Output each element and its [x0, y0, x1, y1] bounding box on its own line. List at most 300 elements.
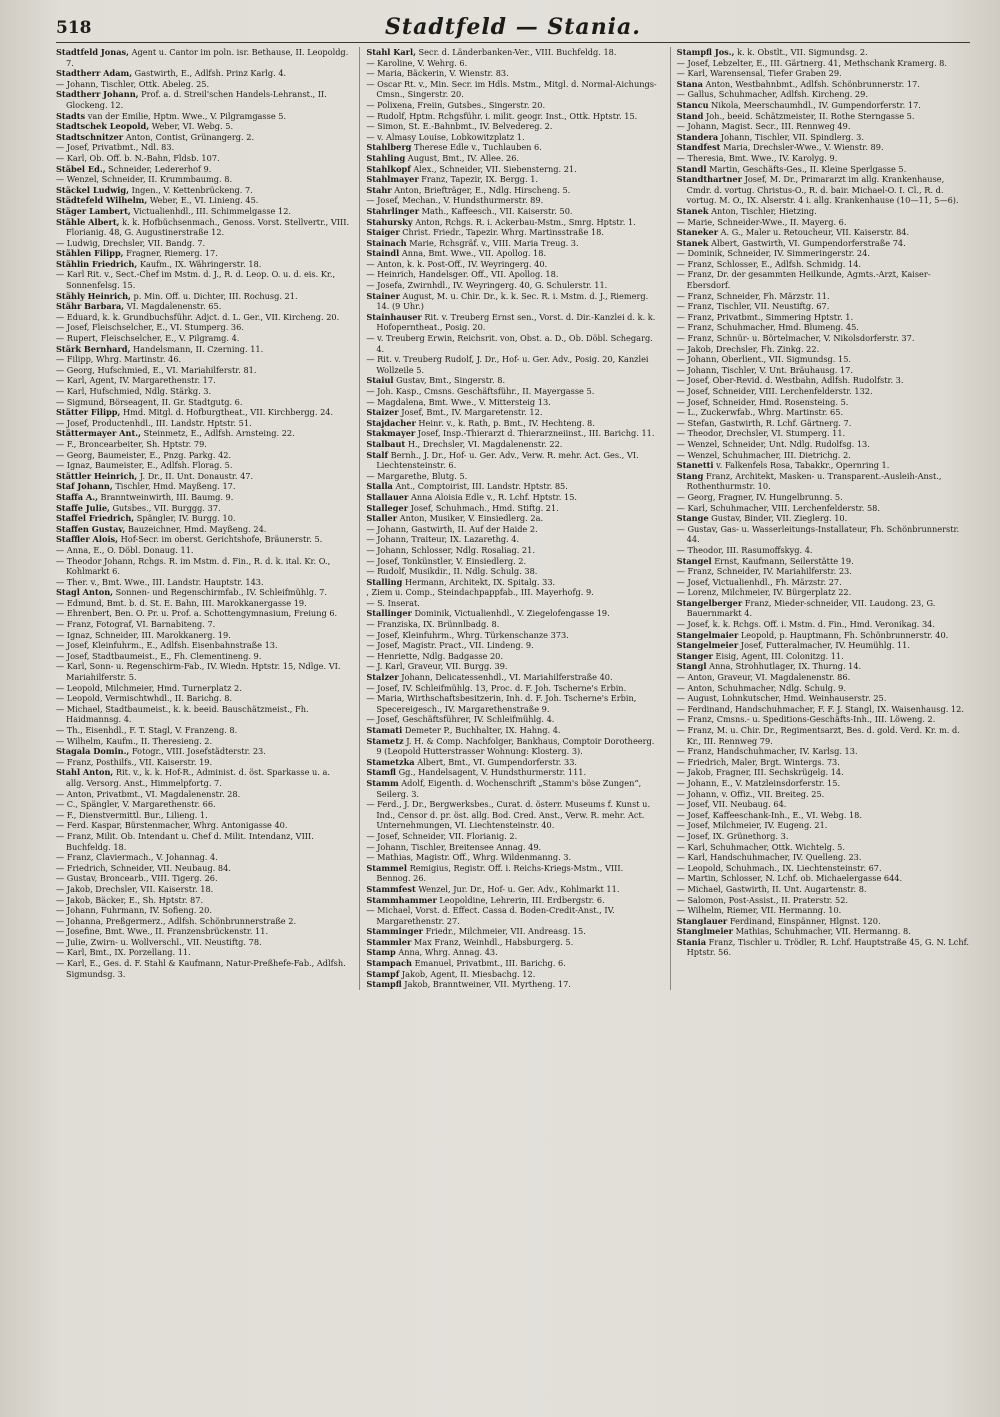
entry-details: — Josef, Mechan., V. Hundsthurmerstr. 89.: [366, 195, 544, 206]
directory-entry: [56, 259, 349, 270]
entry-details: Tischler, Hmd. Mayßeng. 17.: [115, 481, 236, 492]
entry-details: — Josef, Schneider, VIII. Lerchenfelderstr. 132.: [676, 386, 873, 396]
entry-details: — Ferd., J. Dr., Bergwerksbes., Curat. d. österr. Museums f. Kunst u. Ind., Censor d. pr. öst. allg. Bod. Cred. Anst., Verw. R. mehr. Act. Unternehmungen, VI. Liechtensteinstr. 40.: [366, 799, 651, 831]
entry-details: — Josefa, Zwirnhdl., IV. Weyringerg. 40, G. Schulerstr. 11.: [366, 280, 608, 291]
entry-details: Mathias, Schuhmacher, VII. Hermanng. 8.: [735, 926, 911, 937]
entry-details: — Franz, Schneider, Fh. Märzstr. 11.: [676, 290, 830, 301]
entry-surname: Stalla: [366, 481, 393, 492]
entry-details: — Anton, k. k. Post-Off., IV. Weyringerg. 40.: [366, 258, 548, 269]
entry-details: Jakob, Branntweiner, VII. Myrtheng. 17.: [404, 979, 571, 990]
directory-entry: [677, 397, 970, 408]
entry-details: — Filipp, Whrg. Martinstr. 46.: [56, 354, 182, 365]
directory-entry: [56, 789, 349, 800]
entry-details: Heinr. v., k. Rath, p. Bmt., IV. Hechteng. 8.: [418, 417, 595, 428]
entry-details: — Josef, Victualienhdl., Fh. Märzstr. 27.: [676, 576, 842, 587]
entry-details: Adolf, Eigenth. d. Wochenschrift „Stamm's böse Zungen“, Seilerg. 3.: [376, 777, 642, 799]
directory-entry: [56, 916, 349, 927]
directory-entry: [56, 164, 349, 175]
entry-surname: Stalleger: [366, 502, 409, 513]
entry-details: Branntweinwirth, III. Baumg. 9.: [100, 491, 234, 502]
directory-entry: [56, 577, 349, 588]
entry-details: — Rupert, Fleischselcher, E., V. Pilgramg. 4.: [56, 333, 240, 344]
entry-surname: Stäckel Ludwig,: [56, 184, 129, 195]
entry-surname: Stania: [676, 936, 707, 947]
entry-details: — Franz, Tischler, VII. Neustiftg. 67.: [676, 301, 830, 312]
directory-entry: [56, 873, 349, 884]
directory-entry: [677, 375, 970, 386]
directory-entry: [677, 577, 970, 588]
entry-details: — Rudolf, Hptm. Rchgsführ. i. milit. geogr. Inst., Ottk. Hptstr. 15.: [366, 110, 638, 121]
entry-details: Remigius, Registr. Off. i. Reichs-Kriegs-Mstm., VIII. Bennog. 26.: [376, 862, 624, 884]
entry-details: — Wenzel, Schneider, II. Krummbaumg. 8.: [56, 174, 233, 185]
directory-entry: [677, 354, 970, 365]
directory-entry: [366, 153, 659, 164]
entry-details: Rit. v., k. k. Hof-R., Administ. d. öst. Sparkasse u. a. allg. Versorg. Anst., Himmelpfortg. 7.: [66, 767, 330, 788]
directory-entry: [677, 312, 970, 323]
entry-details: — F., Dienstvermittl. Bur., Lilieng. 1.: [56, 809, 208, 820]
entry-surname: Stählen Filipp,: [56, 248, 124, 259]
entry-surname: Stahlmayer: [366, 174, 419, 185]
entry-details: — Maria, Wirthschaftsbesitzerin, Inh. d. F. Joh. Tscherne's Erbin, Specereigesch., IV. Margarethenstraße 9.: [366, 693, 637, 714]
directory-entry: [677, 164, 970, 175]
entry-details: — Leopold, Milchmeier, Hmd. Turnerplatz 2.: [56, 682, 242, 693]
entry-details: — Jakob, Drechsler, Fh. Zinkg. 22.: [676, 343, 820, 354]
entry-details: — Wilhelm, Riemer, VII. Hermanng. 10.: [676, 905, 842, 916]
entry-details: — Dominik, Schneider, IV. Simmeringerstr. 24.: [676, 248, 870, 259]
entry-details: Emanuel, Privatbmt., III. Barichg. 6.: [414, 958, 566, 969]
entry-surname: Stäbel Ed.,: [56, 163, 106, 174]
entry-surname: Stangl: [676, 661, 707, 672]
directory-entry: [56, 545, 349, 556]
entry-details: — Sigmund, Börseagent, II. Gr. Stadtgutg. 6.: [56, 396, 243, 407]
entry-details: — Franziska, IX. Brünnlbadg. 8.: [366, 619, 500, 630]
directory-entry: [56, 895, 349, 906]
directory-entry: [56, 661, 349, 682]
entry-details: Josef, M. Dr., Primararzt im allg. Krankenhause, Cmdr. d. vortug. Christus-O., R. d. bair. Michael-O. I. Cl., R. d. vortug. M. O., IX. Alserstr. 4 i. allg. Krankenhause (10—11, 5—6).: [686, 174, 959, 206]
entry-details: Josef, Insp.-Thierarzt d. Thierarzneiinst., III. Barichg. 11.: [417, 428, 655, 439]
directory-entry: [677, 545, 970, 556]
entry-surname: Stagala Domin.,: [56, 746, 130, 757]
entry-details: — Johann, E., V. Matzleinsdorferstr. 15.: [676, 777, 841, 788]
directory-entry: [56, 799, 349, 810]
directory-entry: [366, 418, 659, 429]
entry-details: — Wenzel, Schuhmacher, III. Dietrichg. 2.: [676, 449, 851, 460]
directory-entry: [366, 68, 659, 79]
entry-surname: Standl: [676, 163, 707, 174]
entry-details: Josef, Futteralmacher, IV. Heumühlg. 11.: [740, 640, 910, 651]
directory-entry: [56, 301, 349, 312]
directory-entry: [366, 852, 659, 863]
entry-details: — Josef, IX. Grünethorg. 3.: [676, 830, 789, 841]
entry-details: Therese Edle v., Tuchlauben 6.: [413, 142, 542, 153]
directory-entry: [56, 534, 349, 545]
directory-entry: [56, 132, 349, 143]
entry-details: — Anton, Privatbmt., VI. Magdalenenstr. 28.: [56, 788, 241, 799]
directory-entry: [677, 174, 970, 206]
directory-entry: [366, 354, 659, 375]
entry-surname: Stametzka: [366, 756, 415, 767]
page-header: [56, 14, 970, 43]
entry-details: — Josef, Kleinfuhrm., E., Adlfsh. Eisenbahnstraße 13.: [56, 640, 278, 651]
directory-entry: [366, 407, 659, 418]
entry-details: — Johanna, Preßgermerz., Adlfsh. Schönbrunnerstraße 2.: [56, 915, 297, 926]
entry-details: — Heinrich, Handelsger. Off., VII. Apollog. 18.: [366, 269, 559, 280]
directory-entry: [677, 206, 970, 217]
entry-details: — Michael, Gastwirth, II. Unt. Augartenstr. 8.: [676, 883, 867, 894]
directory-entry: [366, 471, 659, 482]
directory-entry: [366, 100, 659, 111]
entry-details: — Franz, Fotograf, VI. Barnabiteng. 7.: [56, 619, 216, 630]
directory-entry: [56, 291, 349, 302]
directory-entry: [366, 259, 659, 270]
entry-details: — Josef, Magistr. Pract., VII. Lindeng. 9.: [366, 640, 534, 651]
directory-entry: [677, 132, 970, 143]
entry-details: Prof. a. d. Streil'schen Handels-Lehranst., II. Glockeng. 12.: [66, 89, 327, 110]
directory-entry: [366, 238, 659, 249]
entry-details: — Michael, Vorst. d. Effect. Cassa d. Boden-Credit-Anst., IV. Margarethenstr. 27.: [366, 905, 615, 926]
directory-entry: [366, 619, 659, 630]
entry-details: Martin, Geschäfts-Ges., II. Kleine Sperlgasse 5.: [709, 163, 907, 174]
entry-details: — Karl, E., Ges. d. F. Stahl & Kaufmann, Natur-Preßhefe-Fab., Adlfsh. Sigmundsg. 3.: [56, 958, 346, 979]
directory-entry: [677, 407, 970, 418]
entry-details: — Karl Rit. v., Sect.-Chef im Mstm. d. J., R. d. Leop. O. u. d. eis. Kr., Sonnenfelsg. 15.: [56, 269, 336, 291]
entry-details: — Anton, Graveur, VI. Magdalenenstr. 86.: [676, 672, 851, 683]
directory-entry: [677, 746, 970, 757]
entry-details: — Leopold, Vermischtwhdl., II. Barichg. 8.: [56, 693, 233, 704]
directory-entry: [56, 820, 349, 831]
entry-details: — Michael, Stadtbaumeist., k. k. beeid. Bauschätzmeist., Fh. Haidmannsg. 4.: [56, 703, 309, 725]
directory-entry: [56, 619, 349, 630]
directory-entry: [677, 873, 970, 884]
directory-entry: [677, 884, 970, 895]
entry-details: — Josef, Fleischselcher, E., VI. Stumperg. 36.: [56, 322, 244, 333]
entry-details: Kaufm., IX. Währingerstr. 18.: [139, 258, 262, 269]
directory-entry: [56, 884, 349, 895]
entry-details: — Josef, Geschäftsführer, IV. Schleifmühlg. 4.: [366, 714, 555, 725]
entry-details: — Karl, Ob. Off. b. N.-Bahn, Fldsb. 107.: [56, 152, 220, 163]
directory-column-1: [56, 47, 349, 990]
directory-entry: [56, 947, 349, 958]
entry-surname: Stagl Anton,: [56, 587, 114, 598]
entry-details: H., Drechsler, VI. Magdalenenstr. 22.: [407, 438, 563, 449]
directory-entry: [366, 142, 659, 153]
entry-surname: Stanetti: [676, 460, 714, 471]
directory-entry: [677, 503, 970, 514]
entry-details: — Margarethe, Blutg. 5.: [366, 470, 468, 481]
directory-entry: [366, 174, 659, 185]
entry-surname: Staffel Friedrich,: [56, 513, 135, 524]
entry-details: — Rit. v. Treuberg Rudolf, J. Dr., Hof- u. Ger. Adv., Posig. 20, Kanzlei Wollzeile 5.: [366, 354, 649, 375]
directory-entry: [677, 619, 970, 630]
entry-details: — Julie, Zwirn- u. Wollverschl., VII. Neustiftg. 78.: [56, 936, 262, 947]
entry-surname: Standfest: [676, 142, 721, 153]
directory-entry: [677, 291, 970, 302]
entry-surname: Stangelmaier: [676, 629, 739, 640]
entry-details: — Franz, Schneider, IV. Mariahilferstr. 23.: [676, 566, 852, 577]
directory-entry: [366, 661, 659, 672]
entry-details: Spängler, IV. Burgg. 10.: [136, 513, 236, 524]
directory-entry: [56, 767, 349, 788]
entry-details: — J. Karl, Graveur, VII. Burgg. 39.: [366, 661, 508, 672]
directory-entry: [56, 174, 349, 185]
directory-column-2: [359, 47, 659, 990]
entry-details: Anton, Musiker, V. Einsiedlerg. 2a.: [399, 513, 544, 524]
entry-surname: Stalbaut: [366, 438, 406, 449]
entry-details: — Ehrenbert, Ben. O. Pr. u. Prof. a. Schottengymnasium, Freiung 6.: [56, 608, 338, 619]
directory-entry: [677, 524, 970, 545]
directory-entry: [56, 958, 349, 979]
entry-details: Alex., Schneider, VII. Siebensterng. 21.: [413, 163, 577, 174]
directory-entry: [366, 428, 659, 439]
entry-details: — Karl, Bmt., IX. Porzellang. 11.: [56, 947, 191, 958]
entry-details: Weber, E., VI. Linieng. 45.: [149, 195, 259, 206]
entry-surname: Stammler: [366, 936, 412, 947]
entry-surname: Standera: [676, 131, 719, 142]
entry-details: Friedr., Milchmeier, VII. Andreasg. 15.: [425, 926, 586, 937]
directory-entry: [56, 407, 349, 418]
entry-details: — Gustav, Broncearb., VIII. Tigerg. 26.: [56, 873, 218, 884]
entry-details: — Josef, Productenhdl., III. Landstr. Hptstr. 51.: [56, 417, 252, 428]
entry-details: Fotogr., VIII. Josefstädterstr. 23.: [131, 746, 266, 757]
directory-entry: [677, 852, 970, 863]
entry-details: — Ferdinand, Handschuhmacher, F. F. J. Stangl, IX. Waisenhausg. 12.: [676, 703, 964, 714]
entry-details: Franz, Mieder-schneider, VII. Laudong. 23, G. Bauernmarkt 4.: [686, 597, 936, 619]
entry-details: Jakob, Agent, II. Miesbachg. 12.: [401, 968, 536, 979]
entry-details: Rit. v. Treuberg Ernst sen., Vorst. d. Dir.-Kanzlei d. k. k. Hofoperntheat., Posig. 20.: [376, 311, 656, 333]
entry-details: Eisig, Agent, III. Colonitzg. 11.: [715, 650, 844, 661]
entry-details: — v. Almasy Louise, Lobkowitzplatz 1.: [366, 131, 525, 142]
directory-entry: [56, 503, 349, 514]
directory-entry: [677, 799, 970, 810]
entry-details: Joh., beeid. Schätzmeister, II. Rothe Sterngasse 5.: [705, 110, 915, 121]
directory-entry: [677, 58, 970, 69]
entry-details: — Rudolf, Musikdir., II. Ndlg. Schulg. 38.: [366, 566, 538, 577]
directory-entry: [677, 566, 970, 577]
entry-surname: Stangel: [676, 555, 712, 566]
directory-entry: [366, 111, 659, 122]
entry-details: — C., Spängler, V. Margarethenstr. 66.: [56, 799, 216, 810]
entry-details: — v. Treuberg Erwin, Reichsrit. von, Obst. a. D., Ob. Döbl. Schegarg. 4.: [366, 333, 653, 354]
entry-surname: Stallauer: [366, 491, 409, 502]
directory-entry: [56, 481, 349, 492]
entry-surname: Stanglmeier: [676, 926, 733, 937]
entry-surname: Staffe Julie,: [56, 502, 110, 513]
entry-details: Ant., Comptoirist, III. Landstr. Hptstr. 85.: [395, 481, 568, 492]
entry-details: — Franz, Milit. Ob. Intendant u. Chef d. Milit. Intendanz, VIII. Buchfeldg. 18.: [56, 830, 314, 852]
entry-details: — Friedrich, Schneider, VII. Neubaug. 84.: [56, 862, 231, 873]
directory-entry: [366, 651, 659, 662]
directory-entry: [677, 926, 970, 937]
directory-entry: [56, 185, 349, 196]
directory-entry: [366, 132, 659, 143]
directory-entry: [366, 439, 659, 450]
entry-surname: Stättermayer Ant.,: [56, 428, 141, 439]
entry-details: — Theodor, III. Rasumoffskyg. 4.: [676, 544, 813, 555]
directory-entry: [56, 248, 349, 259]
directory-entry: [56, 217, 349, 238]
entry-details: Marie, Rchsgräf. v., VIII. Maria Treug. 3.: [409, 237, 579, 248]
directory-entry: [56, 492, 349, 503]
directory-entry: [366, 534, 659, 545]
entry-surname: Stadtschek Leopold,: [56, 121, 150, 132]
entry-surname: Stättler Heinrich,: [56, 470, 138, 481]
entry-details: — Franz, Dr. der gesammten Heilkunde, Agmts.-Arzt, Kaiser-Ebersdorf.: [676, 269, 931, 291]
directory-entry: [366, 947, 659, 958]
directory-entry: [677, 217, 970, 228]
directory-entry: [366, 672, 659, 683]
entry-details: — Josef, Tonkünstler, V. Einsiedlerg. 2.: [366, 555, 527, 566]
entry-details: Fragner, Riemerg. 17.: [126, 248, 218, 259]
entry-details: Agent u. Cantor im poln. isr. Bethause, II. Leopoldg. 7.: [66, 47, 349, 68]
entry-surname: Stählin Friedrich,: [56, 258, 138, 269]
directory-entry: [366, 450, 659, 471]
entry-details: — Martin, Schlosser, N. Lchf. ob. Michaelergasse 644.: [676, 873, 903, 884]
entry-details: Albert, Gastwirth, VI. Gumpendorferstraße 74.: [711, 237, 906, 248]
entry-surname: Stahl Anton,: [56, 767, 114, 778]
directory-entry: [366, 185, 659, 196]
entry-surname: Stadtherr Johann,: [56, 89, 139, 100]
directory-entry: [56, 693, 349, 704]
entry-details: Hmd. Mitgl. d. Hofburgtheat., VII. Kirchbergg. 24.: [123, 407, 334, 418]
entry-surname: Staiger: [366, 227, 400, 238]
directory-entry: [366, 895, 659, 906]
entry-surname: Stalling: [366, 576, 403, 587]
directory-entry: [56, 375, 349, 386]
entry-details: Leopold, p. Hauptmann, Fh. Schönbrunnerstr. 40.: [740, 629, 949, 640]
directory-entry: [366, 778, 659, 799]
entry-details: Anna, Bmt. Wwe., VII. Apollog. 18.: [401, 248, 547, 259]
entry-surname: Stampach: [366, 958, 412, 969]
entry-details: — Johann, Gastwirth, II. Auf der Haide 2.: [366, 523, 538, 534]
entry-surname: Stamminger: [366, 926, 423, 937]
entry-details: — Johann, Magist. Secr., III. Rennweg 49.: [676, 121, 851, 132]
directory-entry: [366, 79, 659, 100]
directory-entry: [366, 312, 659, 333]
entry-details: Franz, Tapezir, IX. Bergg. 1.: [421, 174, 539, 185]
entry-details: — Karl, Hufschmied, Ndlg. Stärkg. 3.: [56, 386, 212, 396]
entry-details: — Johann, Oberlient., VII. Sigmundsg. 15.: [676, 354, 852, 365]
entry-details: Albert, Bmt., VI. Gumpendorferstr. 33.: [417, 756, 578, 767]
directory-entry: [56, 365, 349, 376]
entry-details: — Jakob, Drechsler, VII. Kaiserstr. 18.: [56, 883, 214, 894]
entry-details: — Josef, Lebzelter, E., III. Gärtnerg. 41, Methschank Kramerg. 8.: [676, 57, 947, 68]
directory-entry: [366, 831, 659, 842]
directory-entry: [677, 661, 970, 672]
directory-entry: [366, 842, 659, 853]
directory-entry: [366, 577, 659, 588]
entry-details: — Marie, Schneider-Wwe., II. Mayerg. 6.: [676, 216, 847, 227]
entry-details: — Edmund, Bmt. b. d. St. E. Bahn, III. Marokkanergasse 19.: [56, 597, 307, 608]
entry-details: VI. Magdalenenstr. 65.: [126, 301, 222, 312]
entry-details: J. H. & Comp. Nachfolger, Bankhaus, Comptoir Dorotheerg. 9 (Leopold Hutterstrasser Wohnung: Klosterg. 3).: [376, 735, 655, 757]
directory-entry: [677, 492, 970, 503]
entry-details: — Wilhelm, Kaufm., II. Theresieng. 2.: [56, 735, 213, 746]
entry-details: Gg., Handelsagent, V. Hundsthurmerstr. 111.: [398, 767, 587, 778]
entry-details: Anna, Whrg. Annag. 43.: [398, 947, 498, 958]
directory-entry: [366, 58, 659, 69]
entry-surname: Stamati: [366, 725, 403, 735]
entry-details: J. Dr., II. Unt. Donaustr. 47.: [139, 470, 254, 481]
directory-entry: [677, 333, 970, 344]
entry-details: Nikola, Meerschaumhdl., IV. Gumpendorferstr. 17.: [711, 99, 921, 110]
directory-entry: [677, 365, 970, 376]
entry-surname: Stahl Karl,: [366, 47, 416, 57]
directory-entry: [677, 757, 970, 768]
entry-details: van der Emilie, Hptm. Wwe., V. Pilgramgasse 5.: [87, 110, 287, 121]
directory-entry: [677, 693, 970, 704]
directory-entry: [677, 725, 970, 746]
directory-entry: [56, 937, 349, 948]
entry-details: — F., Broncearbeiter, Sh. Hptstr. 79.: [56, 438, 207, 449]
directory-entry: [366, 333, 659, 354]
entry-details: Ferdinand, Einspänner, Hlgnst. 120.: [729, 915, 881, 926]
entry-details: Anton, Westbahnbmt., Adlfsh. Schönbrunnerstr. 17.: [705, 78, 920, 89]
entry-details: Anton, Tischler, Hietzing.: [711, 205, 817, 216]
entry-details: Victualienhdl., III. Schimmelgasse 12.: [133, 205, 292, 216]
directory-entry: [366, 524, 659, 535]
entry-details: — Josef, VII. Neubaug. 64.: [676, 799, 787, 810]
entry-details: k. k. Obstlt., VII. Sigmundsg. 2.: [737, 47, 868, 57]
directory-entry: [366, 937, 659, 948]
directory-entry: [56, 89, 349, 110]
entry-details: Weber, VI. Webg. 5.: [151, 121, 234, 132]
entry-details: Bauzeichner, Hmd. Mayßeng. 24.: [127, 523, 267, 534]
directory-entry: [56, 608, 349, 619]
directory-entry: [677, 111, 970, 122]
directory-entry: [366, 598, 659, 609]
entry-surname: Staffler Alois,: [56, 534, 119, 545]
directory-entry: [677, 471, 970, 492]
entry-details: — Jakob, Bäcker, E., Sh. Hptstr. 87.: [56, 894, 204, 905]
entry-details: — Friedrich, Maler, Brgt. Wintergs. 73.: [676, 756, 840, 767]
directory-entry: [677, 778, 970, 789]
directory-entry: [366, 958, 659, 969]
directory-entry: [677, 100, 970, 111]
entry-surname: Städtefeld Wilhelm,: [56, 195, 148, 206]
entry-surname: Stampfl: [366, 979, 402, 990]
directory-entry: [677, 683, 970, 694]
directory-entry: [677, 142, 970, 153]
directory-entry: [677, 259, 970, 270]
entry-details: — Ignaz, Baumeister, E., Adlfsh. Florag. 5.: [56, 460, 233, 471]
entry-surname: Stancu: [676, 99, 709, 110]
entry-details: Gustav, Binder, VII. Zieglerg. 10.: [711, 513, 848, 524]
entry-details: — Josef, IV. Schleifmühlg. 13, Proc. d. F. Joh. Tscherne's Erbin.: [366, 682, 627, 693]
entry-details: p. Min. Off. u. Dichter, III. Rochusg. 21.: [133, 290, 298, 301]
entry-details: Franz, Architekt, Masken- u. Transparent.-Ausleih-Anst., Rothenthurmstr. 10.: [686, 470, 942, 492]
directory-entry: [366, 195, 659, 206]
entry-details: — Franz, Handschuhmacher, IV. Karlsg. 13.: [676, 746, 858, 757]
entry-details: — Theresia, Bmt. Wwe., IV. Karolyg. 9.: [676, 152, 838, 163]
entry-surname: Staneker: [676, 227, 719, 238]
directory-entry: [677, 153, 970, 164]
directory-entry: [677, 238, 970, 249]
entry-details: — Johann, Fuhrmann, IV. Sofieng. 20.: [56, 905, 212, 916]
entry-details: Anton, Briefträger, E., Ndlg. Hirscheng. 5.: [394, 184, 571, 195]
entry-surname: Stammfest: [366, 883, 416, 894]
directory-entry: [677, 672, 970, 683]
directory-entry: [56, 704, 349, 725]
directory-entry: [677, 322, 970, 333]
entry-surname: Stangelmeier: [676, 640, 739, 651]
directory-entry: [677, 598, 970, 619]
directory-entry: [366, 121, 659, 132]
entry-details: Gastwirth, E., Adlfsh. Prinz Karlg. 4.: [134, 68, 287, 79]
entry-details: v. Falkenfels Rosa, Tabakkr., Opernring 1.: [716, 460, 890, 471]
entry-surname: Stamm: [366, 777, 399, 788]
directory-entry: [56, 810, 349, 821]
directory-entry: [677, 450, 970, 461]
